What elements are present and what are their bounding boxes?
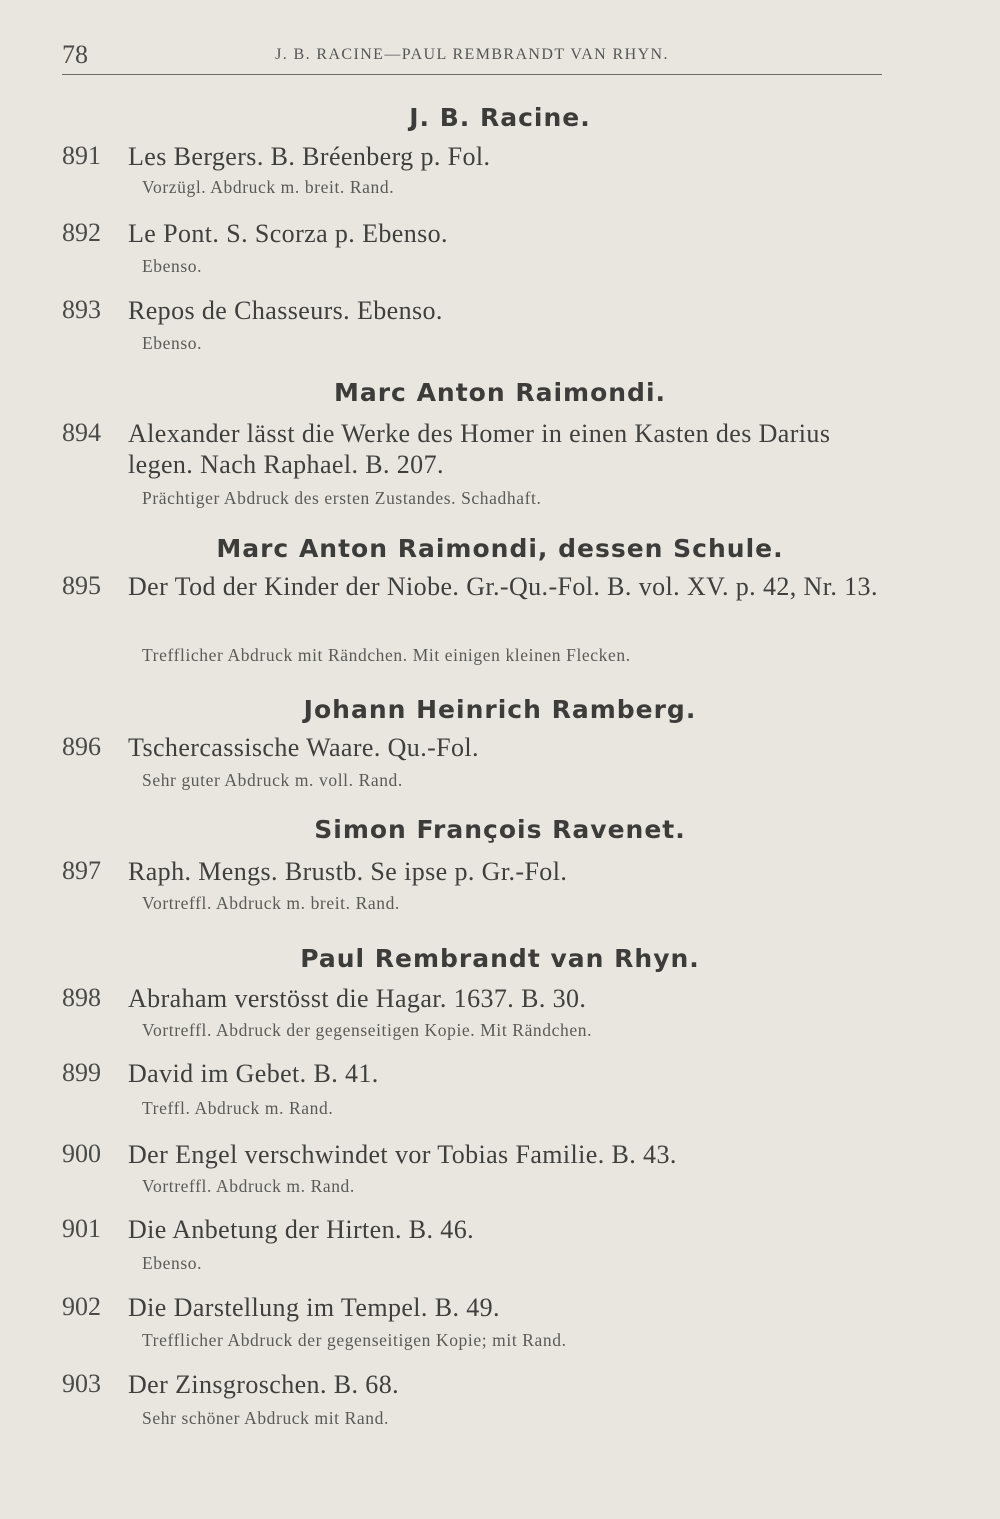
entry-title: Abraham verstösst die Hagar. 1637. B. 30. xyxy=(128,984,587,1013)
entry-note: Vortreffl. Abdruck m. breit. Rand. xyxy=(142,893,400,913)
entry-title: Der Zinsgroschen. B. 68. xyxy=(128,1370,399,1399)
catalog-entry xyxy=(62,983,892,1043)
entry-number: 898 xyxy=(62,983,101,1012)
entry-note: Ebenso. xyxy=(142,333,203,353)
catalog-entry xyxy=(62,295,892,355)
entry-note: Trefflicher Abdruck der gegenseitigen Kopie; mit Rand. xyxy=(142,1330,567,1350)
entry-number: 902 xyxy=(62,1292,101,1321)
section-heading: Johann Heinrich Ramberg. xyxy=(303,695,697,724)
entry-note: Sehr guter Abdruck m. voll. Rand. xyxy=(142,770,403,790)
entry-note: Vortreffl. Abdruck m. Rand. xyxy=(142,1176,355,1196)
entry-title: Repos de Chasseurs. Ebenso. xyxy=(128,296,443,325)
catalog-entry xyxy=(62,1369,892,1429)
entry-title: Le Pont. S. Scorza p. Ebenso. xyxy=(128,219,448,248)
entry-note: Vortreffl. Abdruck der gegenseitigen Kopie. Mit Rändchen. xyxy=(142,1020,593,1040)
entry-title: Raph. Mengs. Brustb. Se ipse p. Gr.-Fol. xyxy=(128,857,568,886)
catalog-entry xyxy=(62,1058,892,1118)
entry-number: 897 xyxy=(62,856,101,885)
entry-note: Sehr schöner Abdruck mit Rand. xyxy=(142,1408,389,1428)
entry-title: Der Engel verschwindet vor Tobias Familie. B. 43. xyxy=(128,1140,677,1169)
entry-number: 896 xyxy=(62,732,101,761)
entry-title: Tschercassische Waare. Qu.-Fol. xyxy=(128,733,479,762)
entry-number: 891 xyxy=(62,141,101,170)
entry-note: Prächtiger Abdruck des ersten Zustandes. Schadhaft. xyxy=(142,488,542,508)
entry-title: Die Anbetung der Hirten. B. 46. xyxy=(128,1215,475,1244)
entry-note: Ebenso. xyxy=(142,256,203,276)
section-heading: Simon François Ravenet. xyxy=(314,815,686,844)
running-title: J. B. RACINE—PAUL REMBRANDT VAN RHYN. xyxy=(275,46,669,63)
entry-number: 892 xyxy=(62,218,101,247)
catalog-entry xyxy=(62,141,892,201)
catalog-entry xyxy=(62,856,892,916)
entry-number: 901 xyxy=(62,1214,101,1243)
entry-title: Les Bergers. B. Bréenberg p. Fol. xyxy=(128,142,491,171)
entry-note: Vorzügl. Abdruck m. breit. Rand. xyxy=(142,177,395,197)
section-heading: Marc Anton Raimondi. xyxy=(333,378,667,407)
entry-number: 894 xyxy=(62,418,101,447)
page-number: 78 xyxy=(62,40,88,69)
entry-title: David im Gebet. B. 41. xyxy=(128,1059,379,1088)
entry-note: Ebenso. xyxy=(142,1253,203,1273)
section-heading: Marc Anton Raimondi, dessen Schule. xyxy=(216,534,784,563)
catalog-entry xyxy=(62,418,892,518)
catalog-entry xyxy=(62,218,892,278)
entry-number: 895 xyxy=(62,571,101,600)
catalog-entry xyxy=(62,1214,892,1274)
entry-title: Alexander lässt die Werke des Homer in einen Kasten des Darius legen. Nach Raphael. B. 207. xyxy=(128,419,831,479)
catalog-entry xyxy=(62,1139,892,1199)
entry-number: 903 xyxy=(62,1369,101,1398)
entry-note: Treffl. Abdruck m. Rand. xyxy=(142,1098,334,1118)
entry-title: Die Darstellung im Tempel. B. 49. xyxy=(128,1293,500,1322)
catalog-entry xyxy=(62,1292,892,1352)
catalog-entry xyxy=(62,571,892,671)
section-heading: Paul Rembrandt van Rhyn. xyxy=(300,944,700,973)
entry-title: Der Tod der Kinder der Niobe. Gr.-Qu.-Fol. B. vol. XV. p. 42, Nr. 13. xyxy=(128,572,878,601)
running-head xyxy=(62,40,882,75)
entry-number: 893 xyxy=(62,295,101,324)
entry-note: Trefflicher Abdruck mit Rändchen. Mit einigen kleinen Flecken. xyxy=(142,645,631,665)
catalog-entry xyxy=(62,732,892,792)
entry-number: 899 xyxy=(62,1058,101,1087)
section-heading: J. B. Racine. xyxy=(409,103,591,132)
entry-number: 900 xyxy=(62,1139,101,1168)
